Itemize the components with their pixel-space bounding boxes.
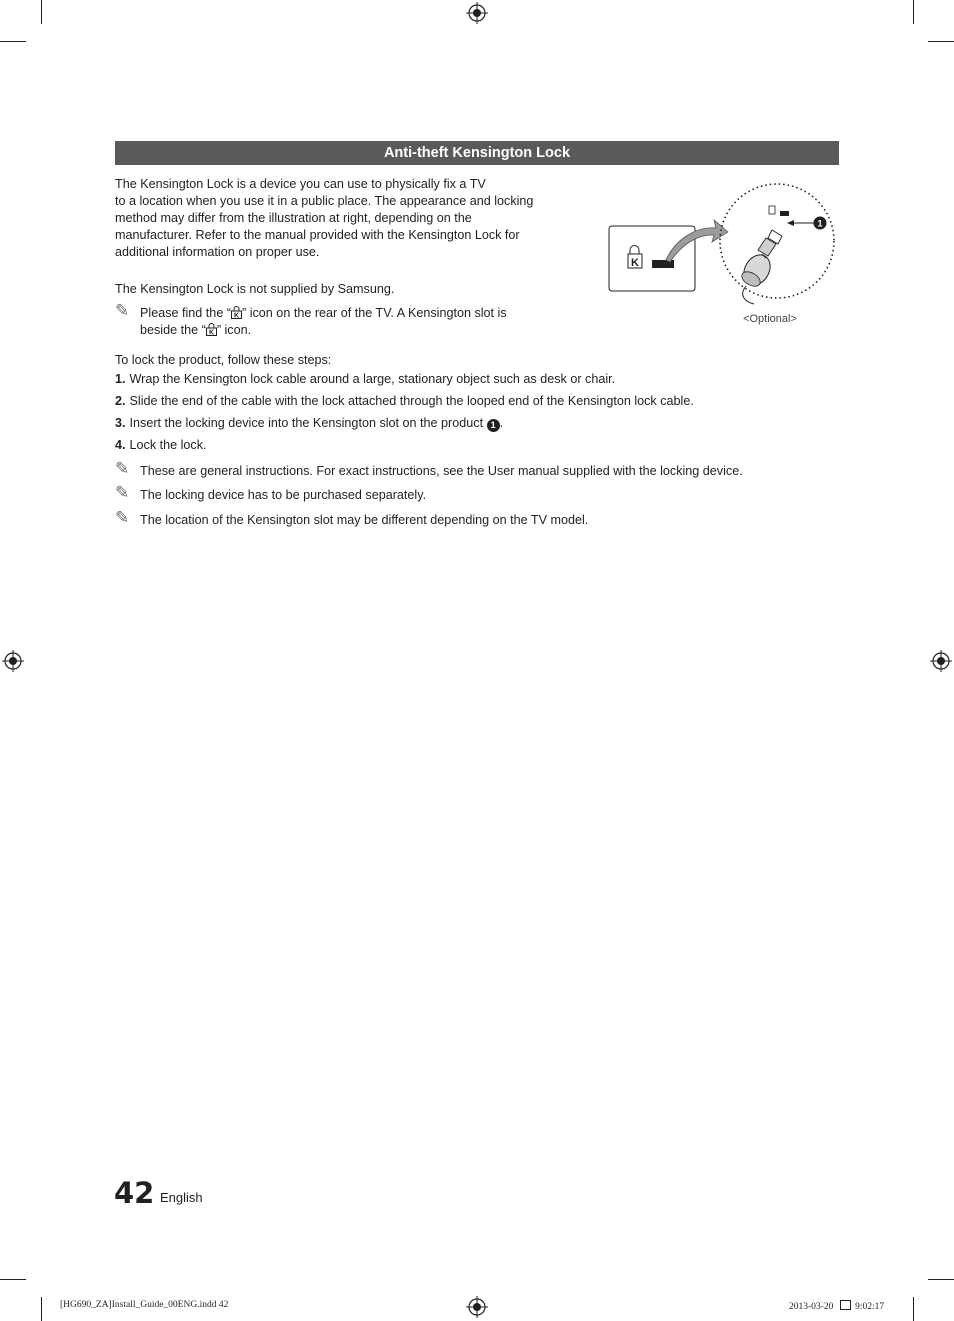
kensington-lock-illustration: [606, 178, 842, 310]
intro-line-1: The Kensington Lock is a device you can use to physically fix a TV: [115, 177, 486, 191]
intro-rest: to a location when you use it in a public place. The appearance and locking method may differ from the illustration at right, depending on the manufacturer. Refer to the manual provided with the Kensington Lock for additional information on proper use.: [115, 194, 534, 259]
crop-mark-top-left: [41, 0, 42, 24]
crop-mark-bottom-right: [913, 1297, 914, 1321]
registration-mark-icon: [466, 1296, 488, 1318]
page-number: 42: [114, 1176, 155, 1210]
slug-timestamp: 2013-03-20 9:02:17: [789, 1302, 885, 1312]
callout-number-text: 1: [817, 218, 823, 229]
optional-label: <Optional>: [743, 313, 797, 325]
kensington-k-icon: [206, 323, 217, 336]
slug-file-name: [HG690_ZA]Install_Guide_00ENG.indd 42: [60, 1300, 229, 1310]
not-supplied-text: The Kensington Lock is not supplied by Samsung.: [115, 282, 395, 296]
callout-number-1: 1: [487, 419, 500, 432]
slot-letter: K: [631, 257, 639, 269]
kensington-k-icon: [231, 306, 242, 319]
lock-cable: [743, 286, 754, 304]
step-2: 2. Slide the end of the cable with the lock attached through the looped end of the Kensington lock cable.: [115, 394, 694, 408]
crop-mark-top-right: [913, 0, 914, 24]
crop-mark-top-right-h: [928, 41, 954, 42]
intro-paragraph: [115, 176, 545, 261]
svg-text:K: K: [208, 329, 214, 336]
section-title: Anti-theft Kensington Lock: [115, 141, 839, 165]
pencil-note-icon: ✎: [115, 459, 130, 478]
page-language: English: [160, 1190, 203, 1205]
step-4: 4. Lock the lock.: [115, 438, 207, 452]
registration-mark-icon: [466, 2, 488, 24]
crop-mark-bottom-right-h: [928, 1279, 954, 1280]
crop-mark-bottom-left-h: [0, 1279, 26, 1280]
clock-glyph-icon: [840, 1300, 851, 1310]
pencil-note-icon: ✎: [115, 483, 130, 502]
pencil-note-icon: ✎: [115, 508, 130, 527]
tv-rear-panel: [609, 226, 695, 291]
pencil-note-icon: ✎: [115, 301, 130, 320]
note-text: Please find the “ K ” icon on the rear of the TV. A Kensington slot is beside the “ K ” icon.: [140, 306, 507, 337]
step-1: 1. Wrap the Kensington lock cable around a large, stationary object such as desk or chair.: [115, 372, 616, 386]
lock-device-icon: [739, 230, 782, 290]
registration-mark-icon: [930, 650, 952, 672]
step-3: 3. Insert the locking device into the Kensington slot on the product 1 .: [115, 416, 504, 430]
svg-text:K: K: [233, 312, 240, 319]
crop-mark-bottom-left: [41, 1297, 42, 1321]
crop-mark-top-left-h: [0, 41, 26, 42]
registration-mark-icon: [2, 650, 24, 672]
steps-intro: To lock the product, follow these steps:: [115, 353, 332, 367]
